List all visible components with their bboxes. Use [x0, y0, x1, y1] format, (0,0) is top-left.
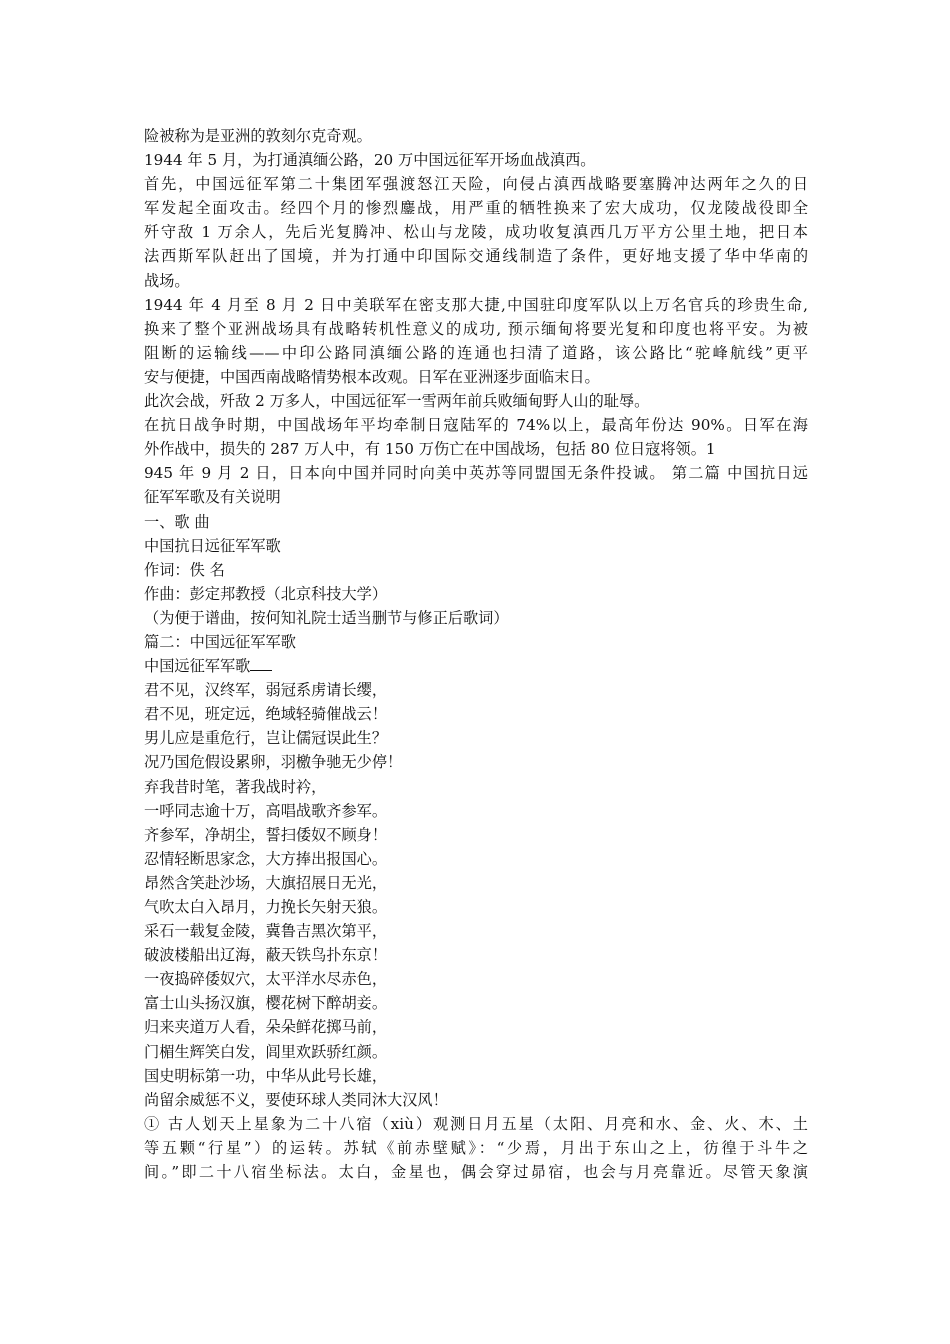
text-line — [144, 461, 808, 485]
text-line-content: 军发起全面攻击。经四个月的惨烈鏖战，用严重的牺牲换来了宏大成功，仅龙陵战役即全 — [144, 199, 808, 218]
text-line — [144, 823, 808, 847]
text-line-content: 外作战中，损失的 287 万人中，有 150 万伤亡在中国战场，包括 80 位日寇将领。1 — [144, 440, 716, 459]
text-line — [144, 1088, 808, 1112]
text-line — [144, 967, 808, 991]
text-line — [144, 196, 808, 220]
text-line — [144, 172, 808, 196]
text-line-content: 齐参军，净胡尘，誓扫倭奴不顾身！ — [144, 825, 387, 844]
text-line-content: 弃我昔时笔，著我战时衿， — [144, 777, 327, 796]
text-line-content: 一呼同志逾十万，高唱战歌齐参军。 — [144, 801, 387, 820]
text-line-content: 作词：佚 名 — [144, 560, 225, 579]
text-line-content: 间。”即二十八宿坐标法。太白，金星也，偶会穿过昴宿，也会与月亮靠近。尽管天象演 — [144, 1163, 808, 1182]
text-line-content: 昂然含笑赴沙场，大旗招展日无光， — [144, 873, 387, 892]
text-line-content: 战场。 — [144, 271, 190, 290]
text-line — [144, 630, 808, 654]
text-line — [144, 485, 808, 509]
text-line-content: 中国抗日远征军军歌 — [144, 536, 281, 555]
text-line — [144, 750, 808, 774]
text-line — [144, 1040, 808, 1064]
text-line — [144, 558, 808, 582]
text-line — [144, 726, 808, 750]
text-line — [144, 919, 808, 943]
text-line — [144, 702, 808, 726]
text-line-content: 作曲：彭定邦教授（北京科技大学） — [144, 584, 387, 603]
text-line — [144, 510, 808, 534]
text-line-content: 君不见，汉终军，弱冠系虏请长缨， — [144, 681, 387, 700]
text-line-content: 富士山头扬汉旗，樱花树下醉胡妾。 — [144, 994, 387, 1013]
text-line-content: 在抗日战争时期，中国战场年平均牵制日寇陆军的 74%以上，最高年份达 90%。日军在海 — [144, 416, 808, 435]
text-line-content: 气吹太白入昂月，力挽长矢射天狼。 — [144, 898, 387, 916]
text-line-content: 男儿应是重危行，岂让儒冠误此生？ — [144, 729, 387, 748]
text-line-content: 险被称为是亚洲的敦刻尔克奇观。 — [144, 127, 372, 145]
text-line — [144, 1112, 808, 1136]
text-line-content: 945 年 9 月 2 日，日本向中国并同时向美中英苏等同盟国无条件投诚。 第二篇 中国抗日远 — [144, 464, 808, 483]
text-line — [144, 991, 808, 1015]
text-line — [144, 847, 808, 871]
text-line-content: 一、歌 曲 — [144, 512, 210, 531]
text-line-content: 中国远征军军歌 — [144, 657, 251, 676]
text-line-content: 篇二：中国远征军军歌 — [144, 632, 296, 651]
document-page — [144, 124, 808, 1184]
text-line — [144, 244, 808, 268]
text-line — [144, 220, 808, 244]
text-line-content: 此次会战，歼敌 2 万多人，中国远征军一雪两年前兵败缅甸野人山的耻辱。 — [144, 392, 650, 411]
text-line — [144, 654, 808, 678]
text-line — [144, 148, 808, 172]
text-line — [144, 124, 808, 148]
text-line-content: 1944 年 4 月至 8 月 2 日中美联军在密支那大捷,中国驻印度军队以上万名官兵的珍贵生命, — [144, 295, 808, 314]
text-line-content: 尚留余威惩不义，要使环球人类同沐大汉风！ — [144, 1090, 448, 1109]
text-line — [144, 1015, 808, 1039]
text-line-content: 君不见，班定远，绝域轻骑催战云！ — [144, 705, 387, 724]
underline-mark — [250, 655, 272, 671]
text-line-content: 阻断的运输线——中印公路同滇缅公路的连通也扫清了道路，该公路比“驼峰航线”更平 — [144, 343, 808, 362]
text-line-content: 1944 年 5 月，为打通滇缅公路，20 万中国远征军开场血战滇西。 — [144, 151, 596, 170]
text-line — [144, 293, 808, 317]
text-line-content: 征军军歌及有关说明 — [144, 488, 281, 507]
text-line — [144, 341, 808, 365]
text-line — [144, 1064, 808, 1088]
text-line-content: 归来夹道万人看，朵朵鲜花掷马前， — [144, 1018, 387, 1037]
text-line — [144, 871, 808, 895]
text-line-content: ① 古人划天上星象为二十八宿（xiù）观测日月五星（太阳、月亮和水、金、火、木、土 — [144, 1114, 808, 1133]
text-line — [144, 365, 808, 389]
text-line — [144, 582, 808, 606]
text-line — [144, 1136, 808, 1160]
text-line — [144, 317, 808, 341]
text-line-content: 等五颗“行星”）的运转。苏轼《前赤壁赋》：“少焉，月出于东山之上，彷徨于斗牛之 — [144, 1138, 808, 1157]
text-line-content: 国史明标第一功，中华从此号长雄， — [144, 1066, 387, 1085]
text-line — [144, 799, 808, 823]
text-line — [144, 775, 808, 799]
text-line-content: 首先，中国远征军第二十集团军强渡怒江天险，向侵占滇西战略要塞腾冲达两年之久的日 — [144, 175, 808, 194]
text-line — [144, 1160, 808, 1184]
text-line — [144, 606, 808, 630]
text-line — [144, 534, 808, 558]
text-line-content: 忍情轻断思家念，大方捧出报国心。 — [144, 849, 387, 868]
text-line-content: 采石一载复金陵，冀鲁吉黑次第平， — [144, 922, 387, 941]
text-line-content: 门楣生辉笑白发，闾里欢跃骄红颜。 — [144, 1042, 387, 1061]
text-line — [144, 895, 808, 919]
text-line — [144, 269, 808, 293]
text-line — [144, 943, 808, 967]
text-line-content: 一夜捣碎倭奴穴，太平洋水尽赤色， — [144, 970, 387, 989]
text-line-content: 歼守敌 1 万余人，先后光复腾冲、松山与龙陵，成功收复滇西几万平方公里土地，把日本 — [144, 223, 808, 242]
text-line — [144, 413, 808, 437]
text-line-content: 况乃国危假设累卵，羽檄争驰无少停！ — [144, 753, 403, 772]
text-line — [144, 437, 808, 461]
text-line — [144, 678, 808, 702]
text-line-content: （为便于谱曲，按何知礼院士适当删节与修正后歌词） — [144, 608, 509, 627]
text-line-content: 法西斯军队赶出了国境，并为打通中印国际交通线制造了条件，更好地支援了华中华南的 — [144, 247, 808, 266]
text-line — [144, 389, 808, 413]
text-line-content: 换来了整个亚洲战场具有战略转机性意义的成功, 预示缅甸将要光复和印度也将平安。为被 — [144, 319, 808, 338]
text-line-content: 破波楼船出辽海，蔽天铁鸟扑东京！ — [144, 946, 387, 965]
text-line-content: 安与便捷，中国西南战略情势根本改观。日军在亚洲逐步面临末日。 — [144, 367, 600, 386]
